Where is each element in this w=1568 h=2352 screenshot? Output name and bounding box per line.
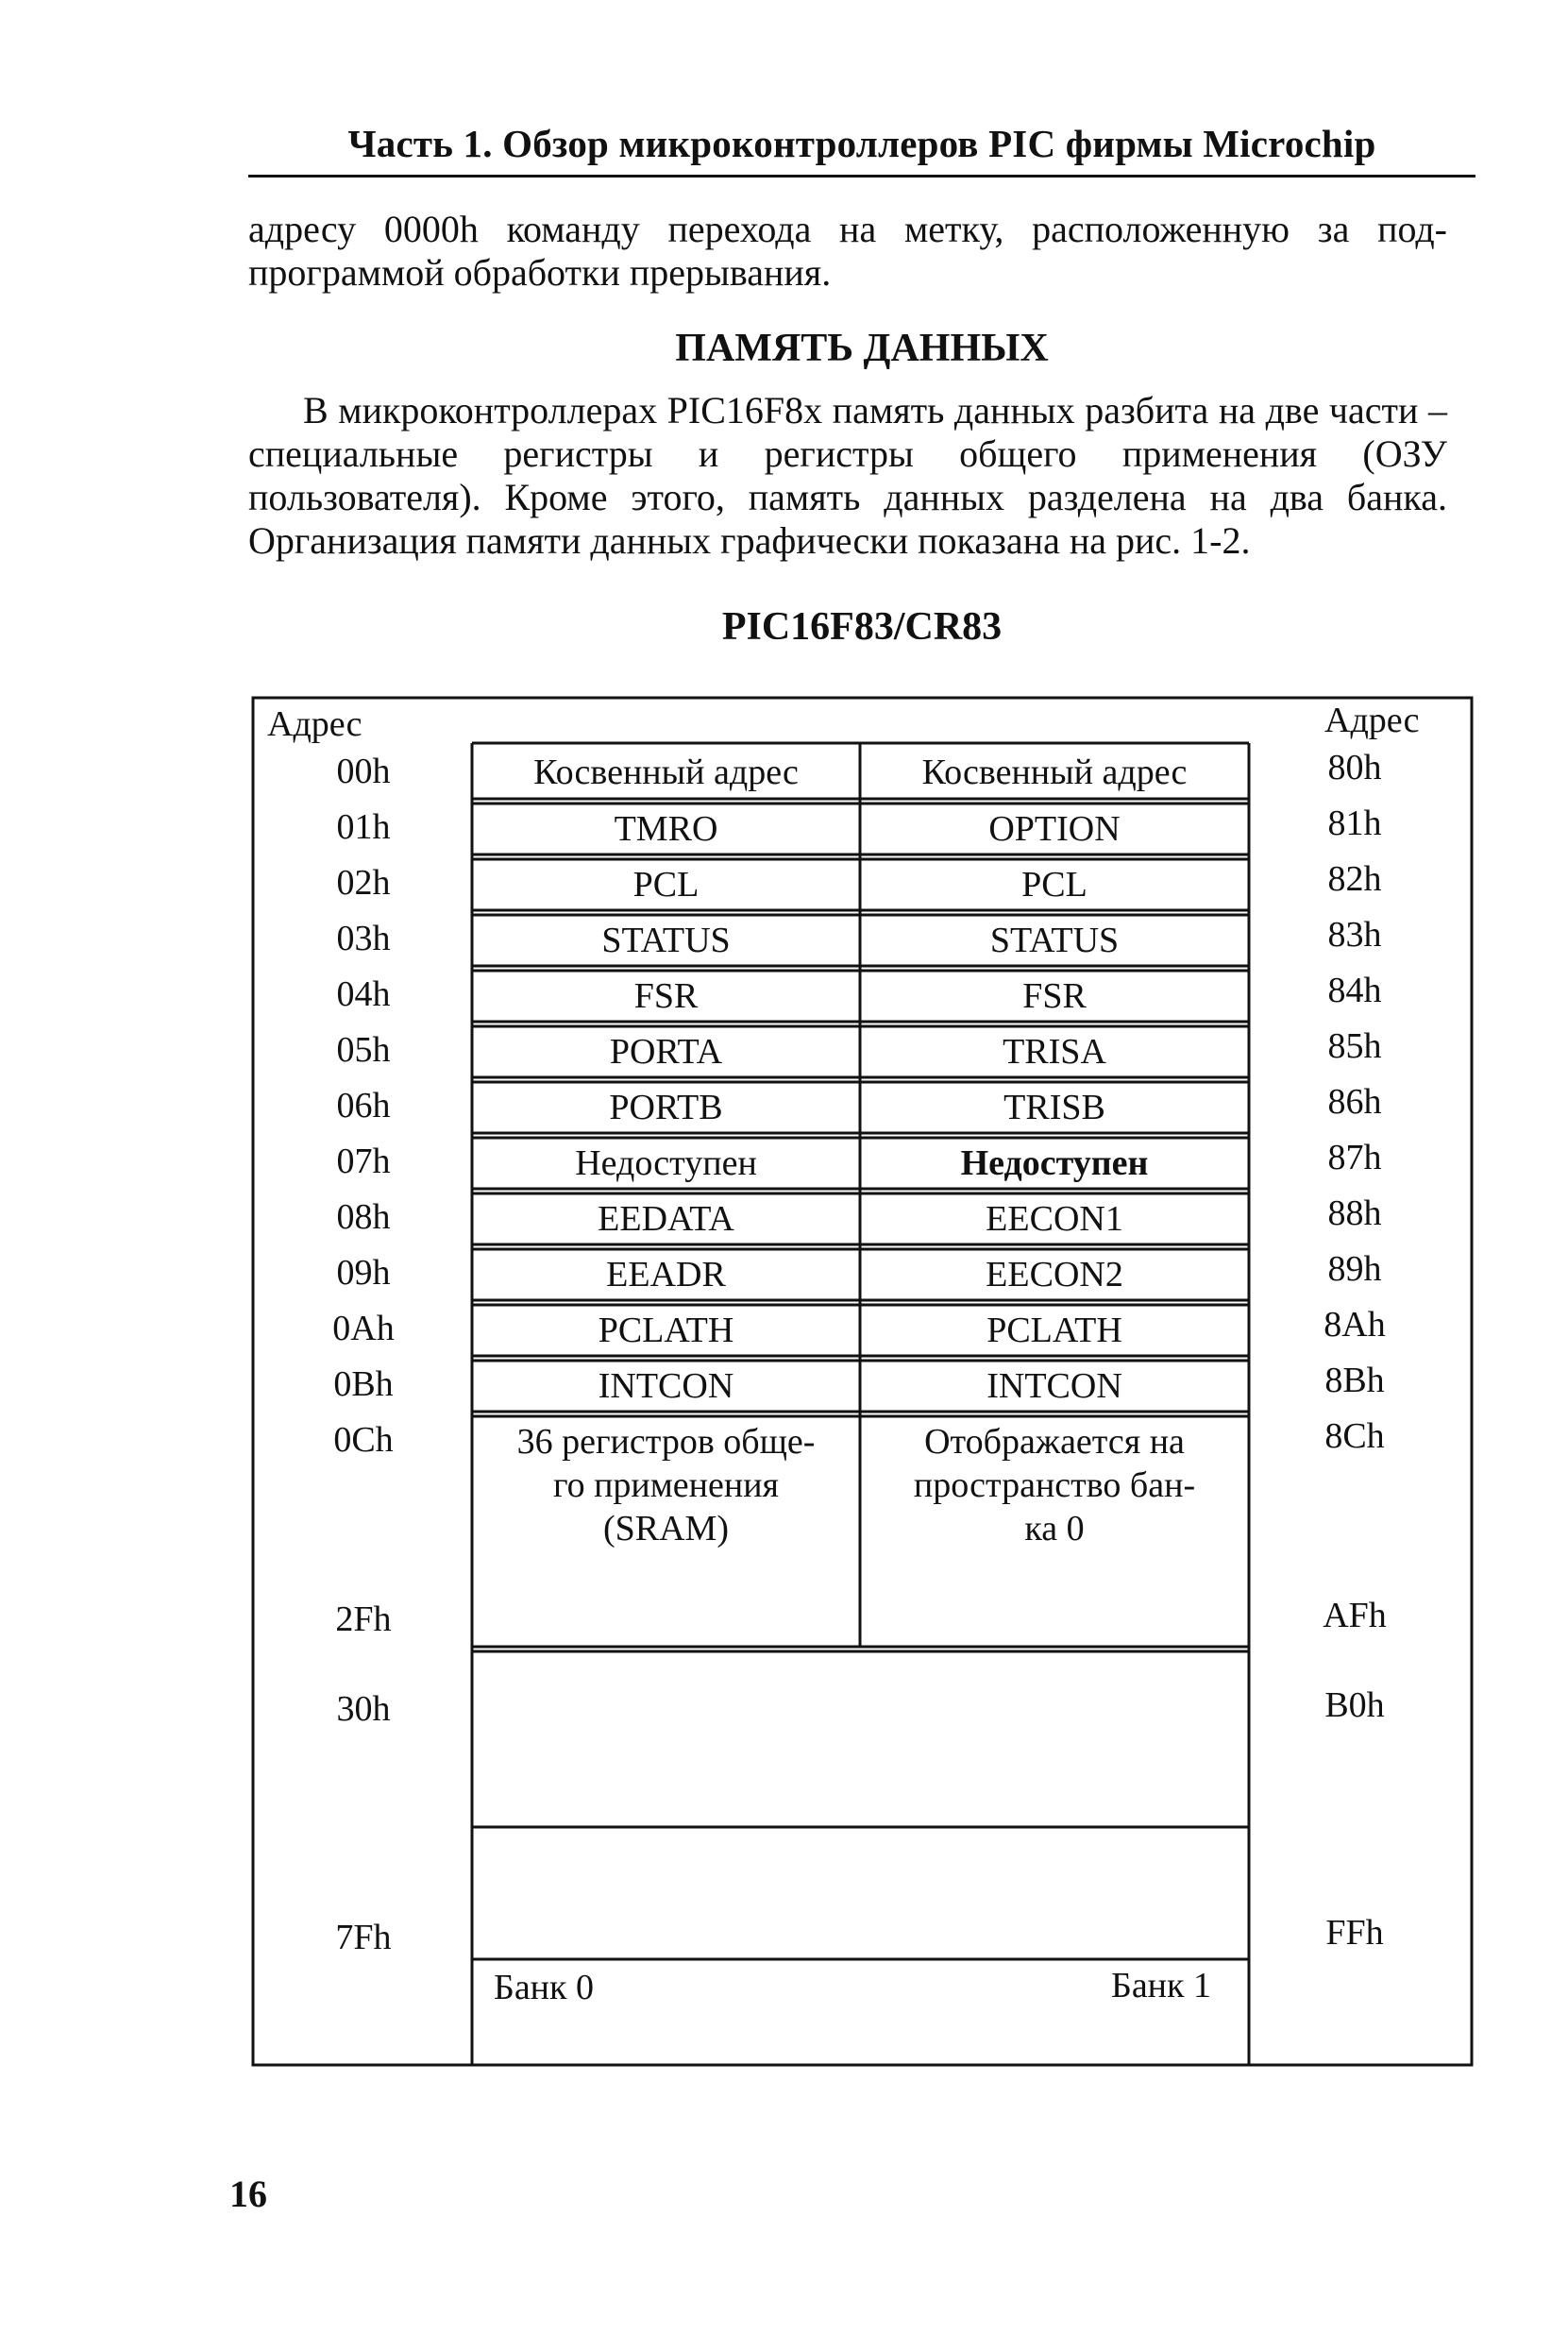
- bank0-cell: PORTB: [609, 1088, 723, 1127]
- addr-left-09h: 09h: [336, 1253, 391, 1293]
- bank0-cell: FSR: [633, 976, 699, 1016]
- addr-right-84h: 84h: [1327, 971, 1382, 1010]
- bank1-cell: Косвенный адрес: [921, 752, 1188, 792]
- addr-left-06h: 06h: [336, 1086, 391, 1125]
- bank0-cell: PCLATH: [598, 1311, 734, 1350]
- addr-left-7fh: 7Fh: [335, 1918, 392, 1957]
- bank0-cell: PCL: [632, 865, 700, 905]
- right-address-header: Адрес: [1324, 701, 1420, 740]
- bank1-cell: PCLATH: [986, 1311, 1122, 1350]
- addr-right-afh: AFh: [1323, 1596, 1387, 1635]
- addr-left-05h: 05h: [336, 1030, 391, 1070]
- addr-right-b0h: B0h: [1324, 1685, 1385, 1725]
- bank0-cell: TMRO: [614, 809, 718, 849]
- bank1-label: Банк 1: [1111, 1966, 1211, 2005]
- addr-right-87h: 87h: [1327, 1138, 1382, 1177]
- addr-right-ffh: FFh: [1325, 1913, 1384, 1953]
- bank0-cell: Косвенный адрес: [533, 752, 799, 792]
- bank0-cell: Недоступен: [575, 1143, 757, 1183]
- addr-right-8ch: 8Ch: [1324, 1416, 1385, 1456]
- addr-right-83h: 83h: [1327, 915, 1382, 955]
- addr-left-01h: 01h: [336, 807, 391, 847]
- left-address-header: Адрес: [267, 704, 362, 744]
- addr-right-8ah: 8Ah: [1324, 1305, 1386, 1345]
- bank0-cell: EEADR: [606, 1255, 726, 1294]
- bank1-cell: TRISA: [1003, 1032, 1106, 1072]
- bank1-cell: TRISB: [1003, 1088, 1105, 1127]
- addr-right-80h: 80h: [1327, 748, 1382, 787]
- bank1-cell: OPTION: [988, 809, 1121, 849]
- addr-left-08h: 08h: [336, 1197, 391, 1237]
- bank1-cell: STATUS: [989, 921, 1120, 960]
- running-head: Часть 1. Обзор микроконтроллеров PIC фирмы Microchip: [347, 122, 1376, 165]
- section-title: ПАМЯТЬ ДАННЫХ: [675, 327, 1049, 370]
- addr-left-0ah: 0Ah: [332, 1309, 395, 1348]
- bank0-cell: EEDATA: [598, 1199, 734, 1239]
- bank0-cell: PORTA: [609, 1032, 723, 1072]
- addr-left-03h: 03h: [336, 919, 391, 958]
- addr-right-82h: 82h: [1327, 859, 1382, 899]
- addr-left-00h: 00h: [336, 752, 391, 791]
- addr-right-88h: 88h: [1327, 1193, 1382, 1233]
- addr-left-0bh: 0Bh: [333, 1364, 394, 1404]
- figure-title: PIC16F83/CR83: [721, 605, 1003, 649]
- addr-right-86h: 86h: [1327, 1082, 1382, 1122]
- addr-left-07h: 07h: [336, 1142, 391, 1181]
- bank1-gpr-cell: Отображается на пространство бан- ка 0: [913, 1422, 1196, 1548]
- bank1-cell: EECON2: [986, 1255, 1123, 1294]
- bank1-cell: FSR: [1022, 976, 1087, 1016]
- bank1-cell: EECON1: [986, 1199, 1123, 1239]
- bank1-cell: Недоступен: [960, 1143, 1149, 1183]
- addr-left-30h: 30h: [336, 1689, 391, 1729]
- addr-right-81h: 81h: [1327, 804, 1382, 843]
- page-number: 16: [229, 2173, 267, 2215]
- bank1-cell: INTCON: [986, 1366, 1122, 1406]
- bank0-cell: STATUS: [601, 921, 731, 960]
- bank0-gpr-cell: 36 регистров обще- го применения (SRAM): [516, 1422, 816, 1548]
- addr-right-85h: 85h: [1327, 1026, 1382, 1066]
- addr-left-04h: 04h: [336, 974, 391, 1014]
- bank0-cell: INTCON: [598, 1366, 734, 1406]
- body-paragraph: В микроконтроллерах PIC16F8x память данных разбита на две части – специальные регистры и регистры общего применения (ОЗУ пользователя). Кроме этого, память данных разделена на два банка. Организация памяти данных графически показана на рис. 1-2.: [248, 389, 1447, 562]
- bank1-cell: PCL: [1021, 865, 1087, 905]
- addr-right-8bh: 8Bh: [1324, 1361, 1385, 1400]
- addr-left-02h: 02h: [336, 863, 391, 903]
- addr-left-2fh: 2Fh: [335, 1599, 392, 1639]
- intro-paragraph: адресу 0000h команду перехода на метку, расположенную за под-программой обработки прерывания.: [248, 208, 1447, 294]
- addr-left-0ch: 0Ch: [333, 1420, 394, 1460]
- addr-right-89h: 89h: [1327, 1249, 1382, 1289]
- bank0-label: Банк 0: [494, 1968, 594, 2007]
